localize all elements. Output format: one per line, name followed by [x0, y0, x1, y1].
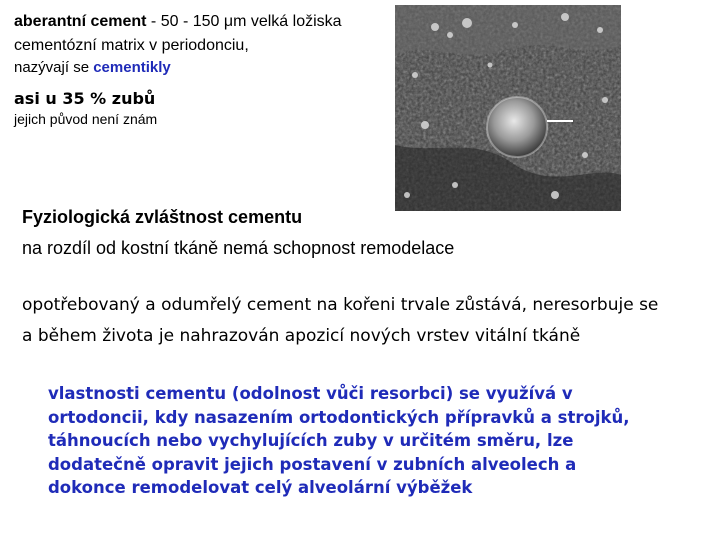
worn-cement-line-2: a během života je nahrazován apozicí nových vrstev vitální tkáně — [22, 326, 581, 346]
cementicle-heading — [14, 12, 342, 32]
aberant-cement-term: aberantní cement — [14, 13, 147, 30]
orthodontics-line-3: táhnoucích nebo vychylujících zuby v určitém směru, lze — [48, 431, 574, 450]
worn-cement-line-1: opotřebovaný a odumřelý cement na kořeni trvale zůstává, neresorbuje se — [22, 295, 659, 315]
prevalence-line: asi u 35 % zubů — [14, 89, 156, 108]
orthodontics-line-5: dokonce remodelovat celý alveolární výběžek — [48, 478, 473, 497]
size-description: - 50 - 150 μm velká ložiska — [146, 13, 342, 30]
no-remodeling-line: na rozdíl od kostní tkáně nemá schopnost remodelace — [22, 238, 455, 258]
cementikly-term: cementikly — [93, 59, 171, 76]
origin-line: jejich původ není znám — [14, 111, 158, 127]
orthodontics-line-4: dodatečně opravit jejich postavení v zubních alveolech a — [48, 454, 577, 474]
micrograph-cementicle-icon — [395, 5, 621, 211]
orthodontics-paragraph — [48, 382, 708, 500]
micrograph-image — [395, 5, 621, 211]
naming-line — [14, 58, 171, 78]
physiology-title: Fyziologická zvláštnost cementu — [22, 207, 303, 227]
orthodontics-line-2: ortodoncii, kdy nasazením ortodontických přípravků a strojků, — [48, 407, 630, 427]
orthodontics-line-1: vlastnosti cementu (odolnost vůči resorbci) se využívá v — [48, 384, 573, 403]
matrix-description: cementózní matrix v periodonciu, — [14, 37, 249, 54]
naming-prefix: nazývají se — [14, 59, 94, 76]
